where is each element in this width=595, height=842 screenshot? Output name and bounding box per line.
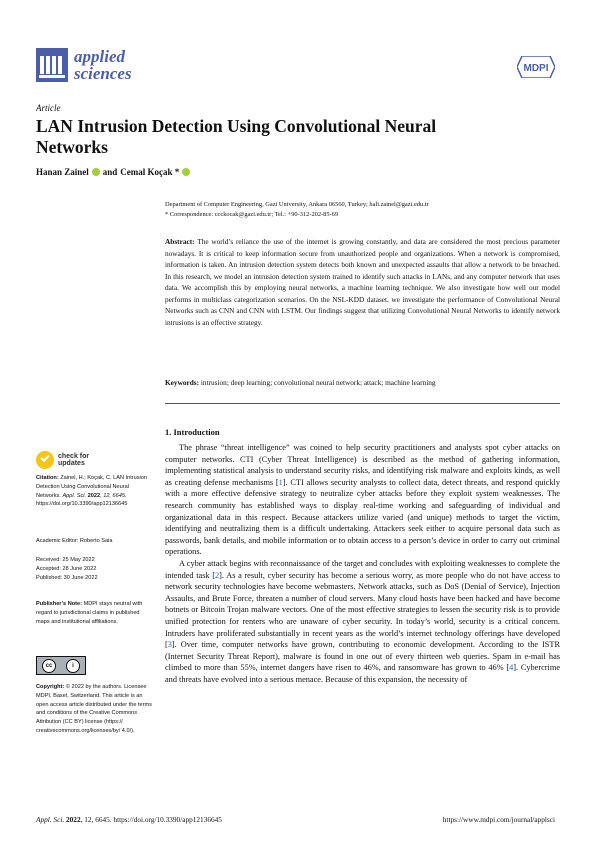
author-conjunction: and [102,167,118,177]
paragraph-text: The phrase “threat intelligence” was coined to help security practitioners and analysts spot cyber attacks on computer networks. CTI (Cyber Threat Intelligence) is described as the method of gathering information, implementing statistical analysis to understand security risks, and identifying risk malware and exploits kinds, as well as creating defense mechanisms [ [165,443,560,487]
correspondence-line: * Correspondence: ccckocak@gazi.edu.tr; Tel.: +90-312-202-85-69 [165,210,339,218]
citation-journal: Appl. Sci. [62,492,87,499]
divider [165,403,560,404]
citation-year: 2022 [87,492,101,499]
footer-rest[interactable]: , 12, 6645. https://doi.org/10.3390/app12136645 [80,815,222,824]
journal-logo[interactable] [36,48,132,82]
paragraph-text: A cyber attack begins with reconnaissance of the target and concludes with exploiting weaknesses to complete the intended task [ [165,558,560,580]
check-for-updates[interactable] [36,451,89,469]
publisher-note [36,600,154,626]
date-published: Published: 30 June 2022 [36,574,98,581]
citation-link[interactable]: 2 [215,570,220,580]
article-type: Article [36,103,61,113]
section-heading: 1. Introduction [165,427,220,437]
publisher-note-text: MDPI stays neutral with regard to jurisdictional claims in published maps and institutional affiliations. [36,601,143,625]
publisher-note-label: Publisher’s Note: [36,601,83,607]
abstract-label: Abstract: [165,237,195,246]
footer-year: 2022 [66,815,81,824]
attribution-icon: i [66,659,80,673]
paragraph-text: ]. CTI allows security analysts to collect data, detect threats, and respond quickly with a more effective defensive strategy to neutralize cyber attacks before they exploit system weaknesses. The research community has established ways to display real-time working and safeguarding of individual and organizational data in this respect. Because attackers utilize varied (and unique) methods to target the victim, identifying and neutralizing them is a difficult undertaking. Attackers seek either to acquire personal data such as passwords, bank details, and mobile information or to obtain access to a person’s device in order to carry out criminal operations. [165,477,560,557]
citation-link[interactable]: 3 [167,640,172,650]
keywords-text: intrusion; deep learning; convolutional neural network; attack; machine learning [200,378,436,387]
abstract-text: The world’s reliance the use of the internet is growing constantly, and data are considered the most precious parameter nowadays. It is critical to keep information secure from unauthorized people and organizations. When a network is compromised, information is taken. An intrusion detection system detects both known and unexpected assaults that allow a network to be breached. In this research, we model an intrusion detection system trained to identify such attacks in LANs, and any computer network that uses data. We accomplish this by employing neural networks, a machine learning technique. We also investigate how well our model performs in multiclass categorization scenarios. On the NSL-KDD dataset, we investigate the performance of Convolutional Neural Networks such as CNN and CNN with LSTM. Our findings suggest that utilizing Convolutional Neural Networks to identify network intrusions is an effective strategy. [165,237,560,327]
author-2[interactable]: Cemal Koçak * [120,167,180,177]
check-line2: updates [58,460,85,467]
footer-citation [36,815,222,824]
footer-journal-url[interactable]: https://www.mdpi.com/journal/applsci [442,815,555,824]
author-list [36,167,190,177]
footer-journal: Appl. Sci. [36,815,65,824]
publisher-name: MDPI [523,63,549,74]
copyright-block [36,683,154,736]
orcid-icon[interactable] [92,168,100,176]
citation-link[interactable]: 1 [278,477,283,487]
abstract [165,236,560,328]
paper-title: LAN Intrusion Detection Using Convolutional Neural Networks [36,116,437,157]
paragraph-text: ]. As a result, cyber security has become a serious worry, as more people who do not have access to network security technologies have become webmasters. Network attacks, such as DoS (Denial of Service), Injection Assaults, and Brute Force, threaten a number of cloud servers. Many cloud hosts have been hacked and have become botnets or Bitcoin Trojan malware vectors. One of the most effective strategies to lessen the security risk is to provide unified protection for renters who are unaware of cyber security. In today’s world, security is a critical concern. Intruders have proliferated substantially in recent years as the world’s internet technology offerings have developed [ [165,570,560,650]
keywords [165,377,560,388]
cc-icon: cc [42,659,56,673]
date-received: Received: 25 May 2022 [36,557,95,563]
citation-doi[interactable]: https://doi.org/10.3390/app12136645 [36,501,128,508]
paragraph-text: ]. Cybercrime and threats have evolved into a serious menace. Because of this expansion, the necessity of [165,663,560,684]
dates-block [36,556,154,582]
citation-volume: 12, 6645. [103,492,127,499]
mdpi-logo-icon[interactable] [517,56,555,78]
copyright-label: Copyright: [36,684,65,690]
check-icon [36,451,54,469]
journal-logo-icon [36,48,68,82]
paragraph [165,442,560,558]
author-1[interactable]: Hanan Zainel [36,167,89,177]
body-text [165,442,560,685]
keywords-label: Keywords: [165,378,200,387]
citation-link[interactable]: 4 [509,663,514,673]
cc-by-license-icon[interactable] [36,656,86,675]
citation-text: Zainel, H.; Koçak, C. LAN Intrusion Detection Using Convolutional Neural Networks. [36,475,147,499]
citation-label: Citation: [36,475,59,481]
academic-editor: Academic Editor: Roberto Saia [36,538,113,544]
citation-block: Citation: Zainel, H.; Koçak, C. LAN Intrusion Detection Using Convolutional Neural Networks. Appl. Sci. 2022, 12, 6645. https://doi.org/10.3390/app12136645 [36,475,147,508]
orcid-icon[interactable] [182,168,190,176]
paragraph-text: ]. Over time, computer networks have grown, contributing to economic development. According to the ISTR (Internet Security Threat Report), malware is found in one out of every thirteen web queries. Spam in e-mail has climbed to more than 55%, internet dangers have risen to 46%, and ransomware has grown to 46% [ [165,640,560,673]
date-accepted: Accepted: 28 June 2022 [36,565,97,572]
check-line1: check for [58,452,90,460]
copyright-text: © 2022 by the authors. Licensee MDPI, Basel, Switzerland. This article is an open access article distributed under the terms and conditions of the Creative Commons Attribution (CC BY) license (https:// creativecommons.org/licenses/by/ 4.0/). [36,684,152,734]
paragraph [165,558,560,686]
affiliation [165,200,565,219]
journal-name-line1: applied [74,47,125,66]
journal-name-line2: sciences [74,64,132,83]
affiliation-line: Department of Computer Engineering, Gazi University, Ankara 06560, Turkey; hali.zainel@gazi.edu.tr [165,201,429,208]
